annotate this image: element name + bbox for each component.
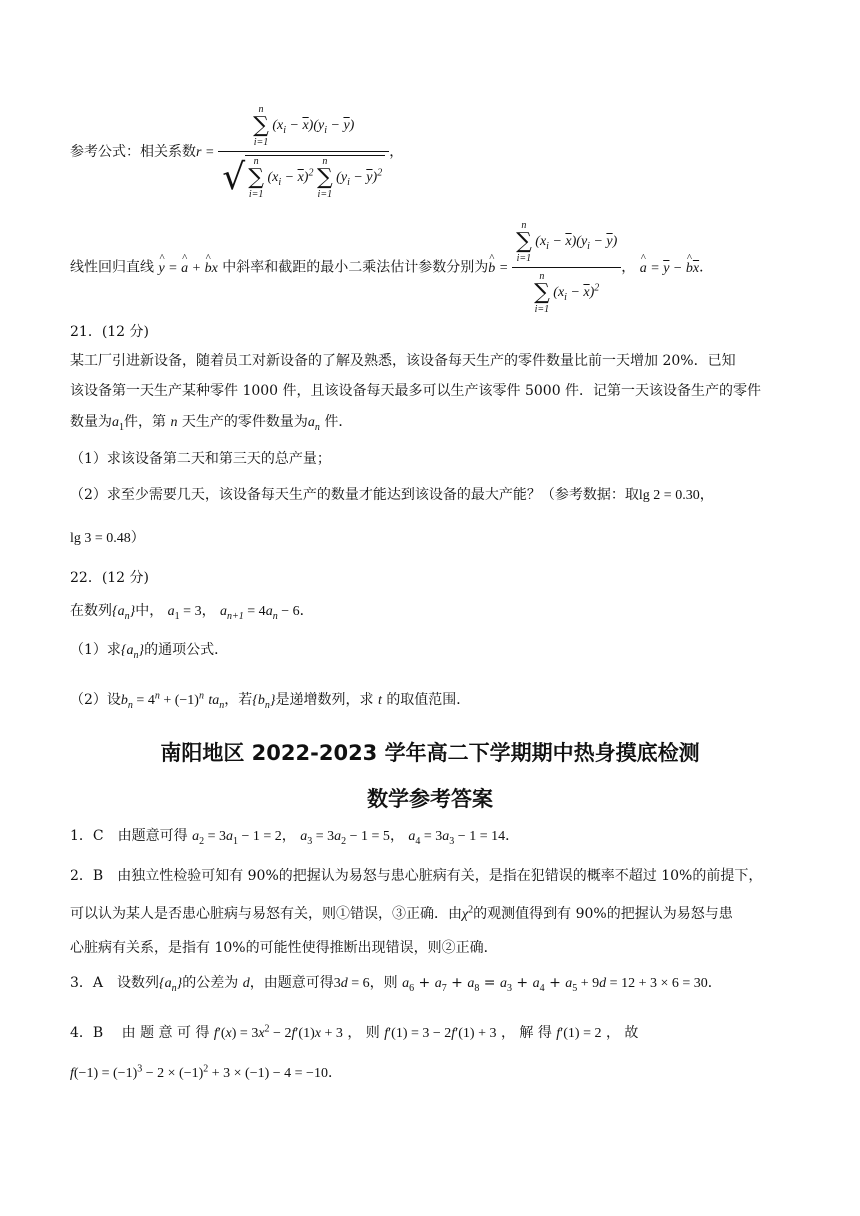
answers-subtitle: 数学参考答案 [367,787,493,811]
answers-title: 南阳地区 2022-2023 学年高二下学期期中热身摸底检测 [160,741,700,765]
correlation-fraction: n ∑ i=1 $(x_i - \overline{x})(y_i - \overline{y})$ √ n ∑ i=1 $(x_i - \overline{x})^2$ n ∑ i=1 $(y_i - \overline{y})^2$ [218,104,389,200]
q22-number: 22．(12 分) [70,570,150,586]
correlation-prefix: 参考公式：相关系数 [70,144,196,160]
answer-2-line3: 心脏病有关系，是指有 10%的可能性使得推断出现错误，则②正确． [70,940,498,956]
correlation-formula: 参考公式：相关系数r = n ∑ i=1 $(x_i - \overline{x})(y_i - \overline{y})$ √ n ∑ i=1 $(x_i - \overline{x})^2$ n ∑ i=1 $(y_i - \overline{y})^2$ ， [70,104,404,200]
q22-part1: （1）求$\{a_n\}$的通项公式． [70,642,229,661]
slope-fraction: n ∑ i=1 $(x_i - \overline{x})(y_i - \overline{y})$ n ∑ i=1 $(x_i - \overline{x})^2$ [512,220,621,315]
q21-number: 21．(12 分) [70,324,150,340]
answer-4-line1: 4．B 由 题 意 可 得 $f'(x) = 3x^2 - 2f'(1)x + 3$ ， 则 f′(1) = 3 − 2f′(1) + 3 ， 解 得 f′(1) = 2 ， 故 [70,1023,639,1041]
regression-prefix: 线性回归直线 [70,259,154,276]
q21-part1: （1）求该设备第二天和第三天的总产量； [70,451,331,467]
q21-part2: （2）求至少需要几天，该设备每天生产的数量才能达到该设备的最大产能？（参考数据：取lg 2 = 0.30， [70,487,714,503]
q21-line2: 该设备第一天生产某种零件 1000 件，且该设备每天最多可以生产该零件 5000 件．记第一天该设备生产的零件 [70,383,762,399]
q21-part2-cont: lg 3 = 0.48） [70,530,145,546]
q21-line3: 数量为$a_1$件，第 n 天生产的零件数量为$a_n$ 件． [70,414,353,433]
q22-stem: 在数列$\{a_n\}$中， $a_1 = 3$， $a_{n+1} = 4a_n - 6$． [70,603,314,622]
regression-formula: 线性回归直线 ^ y = ^ a + ^ bx 中斜率和截距的最小二乘法估计参数分别为^ b = n ∑ i=1 $(x_i - \overline{x})(y_i - \overline{y})$ n ∑ i=1 $(x_i - \overline{x})^2$ ， ^ $a = \overline{y}$ − ^ $b\overline{x}$． [70,220,800,315]
answer-3: 3．A 设数列$\{a_n\}$的公差为 d，由题意可得3d = 6，则 $a_6 + a_7 + a_8 = a_3 + a_4 + a_5 + 9d = 12 + 3 \times 6 = 30$． [70,975,722,994]
answer-1: 1．C 由题意可得 $a_2 = 3a_1 - 1 = 2$， $a_3 = 3a_2 - 1 = 5$， $a_4 = 3a_3 - 1 = 14$． [70,828,520,847]
regression-mid: 中斜率和截距的最小二乘法估计参数分别为 [222,259,489,276]
q22-part2: （2）设$b_n = 4^n + (-1)^n$ $ta_n$，若$\{b_n\}$是递增数列，求 t 的取值范围． [70,690,471,711]
answer-4-line2: $f(-1) = (-1)^3 - 2 \times (-1)^2 + 3 \times (-1) - 4 = -10$． [70,1063,342,1081]
q21-line1: 某工厂引进新设备，随着员工对新设备的了解及熟悉，该设备每天生产的零件数量比前一天增加 20%．已知 [70,353,736,369]
answer-2-line2: 可以认为某人是否患心脏病与易怒有关，则①错误，③正确．由$\chi^2$的观测值得到有 90%的把握认为易怒与患 [70,904,733,922]
answer-2-line1: 2．B 由独立性检验可知有 90%的把握认为易怒与患心脏病有关，是指在犯错误的概率不超过 10%的前提下， [70,868,763,884]
